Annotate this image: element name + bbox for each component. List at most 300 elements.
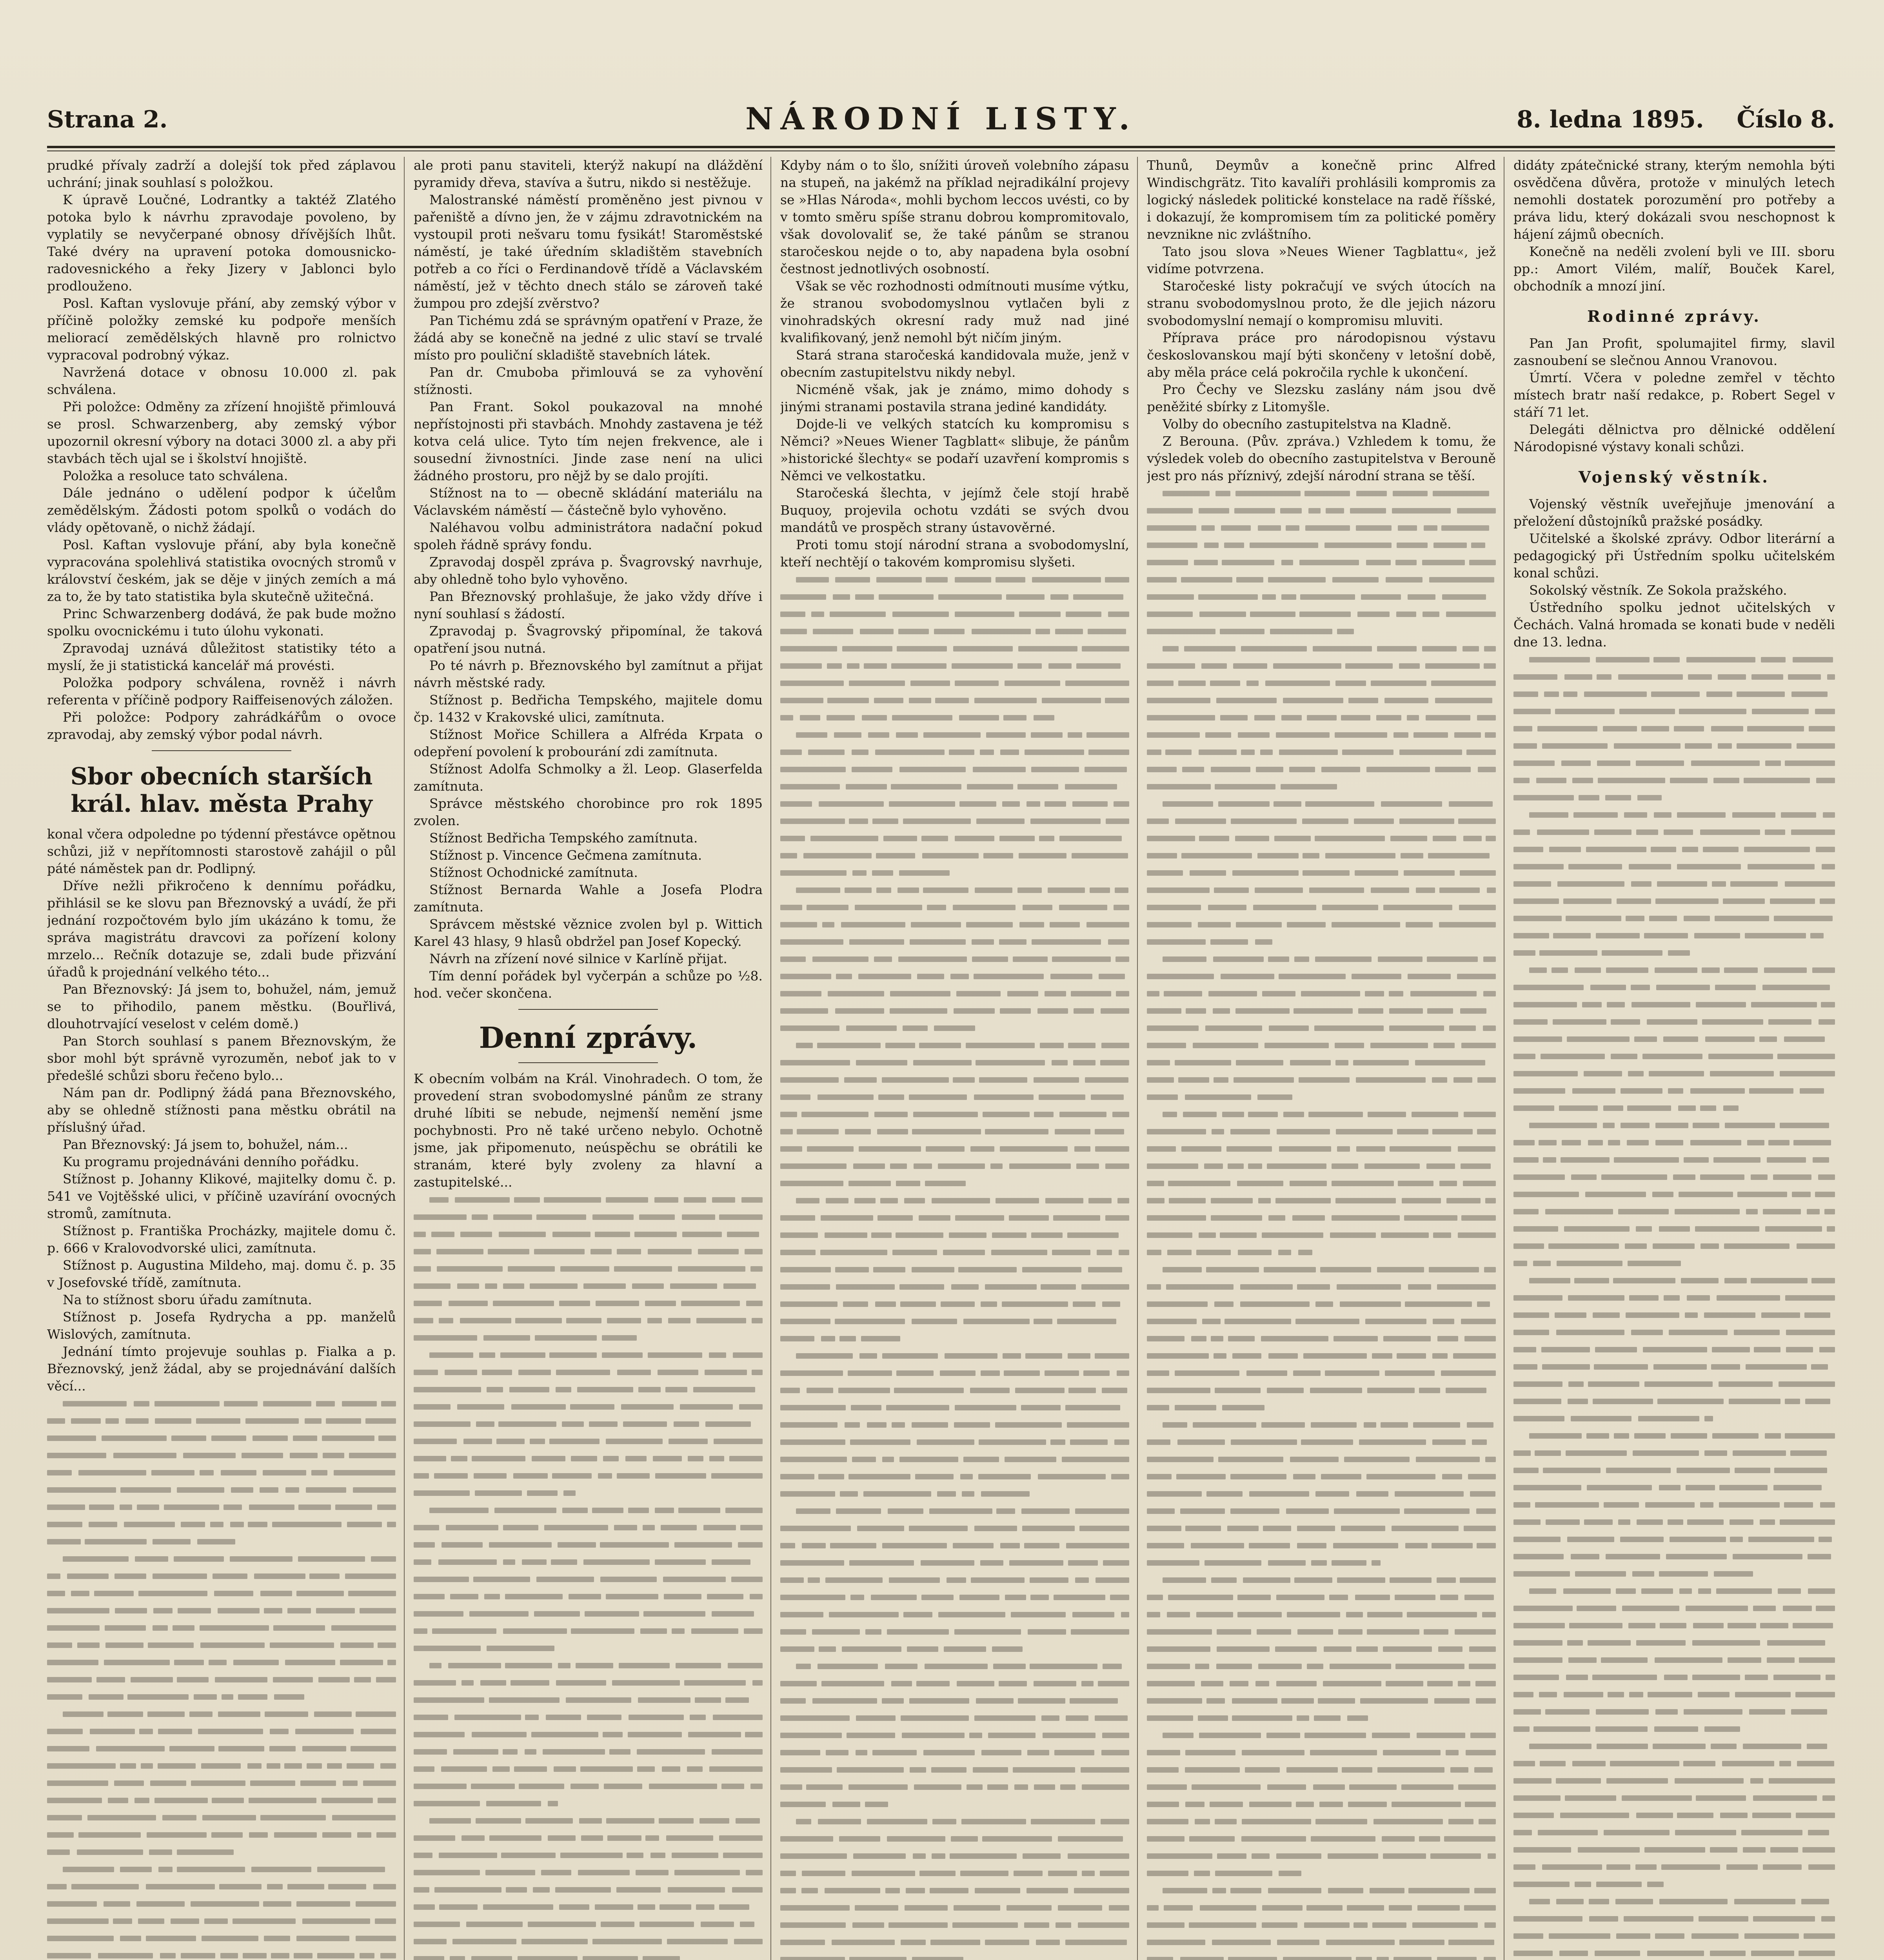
- text-line: [1147, 1450, 1496, 1468]
- text-line: [780, 1295, 1129, 1312]
- paragraph: Thunů, Deymův a konečně princ Alfred Windischgrätz. Tito kavalíři prohlásili kompromis za logický následek politické konstelace na radě říšské, i dokazují, že kompromisem tím za politické poměry nevznikne nic zvláštního.: [1147, 158, 1496, 242]
- text-line: [780, 1019, 1129, 1036]
- text-line: [1513, 1168, 1835, 1185]
- text-line: [414, 1881, 763, 1898]
- text-line: [1147, 571, 1496, 588]
- text-line: [414, 1622, 763, 1639]
- text-line: [1147, 536, 1496, 554]
- text-line: [1513, 1203, 1835, 1220]
- text-line: [780, 1468, 1129, 1485]
- text-line: [780, 1640, 1129, 1657]
- paragraph: Stížnost na to — obecně skládání materiálu na Václavském náměstí — částečně bylo vyhověno.: [414, 485, 763, 518]
- text-line: [1513, 927, 1835, 944]
- text-line: [414, 1467, 763, 1484]
- text-line: [1147, 588, 1496, 605]
- text-line: [1147, 726, 1496, 743]
- text-line: [1147, 812, 1496, 829]
- text-line: [1147, 916, 1496, 933]
- text-line: [414, 1898, 763, 1915]
- text-line: [780, 1157, 1129, 1174]
- paragraph: Dojde-li ve velkých statcích ku kompromisu s Němci? »Neues Wiener Tagblatt« slibuje, že pánům »historické šlechty« se podaří uzavření kompromis s Němci ve velkostatku.: [780, 416, 1129, 483]
- text-line: [1147, 1502, 1496, 1519]
- paragraph: Dále jednáno o udělení podpor k účelům zemědělským. Žádosti potom spolků o vodách do vlády opětovaně, o nichž žádají.: [47, 485, 396, 535]
- text-line: [414, 1294, 763, 1312]
- text-line: [1513, 1134, 1835, 1151]
- paragraph: Ku programu projednáváni denního pořádku.: [63, 1154, 359, 1169]
- text-line: [414, 1864, 763, 1881]
- text-line: [47, 1446, 396, 1464]
- paragraph: Stížnost Adolfa Schmolky a žl. Leop. Glaserfelda zamítnuta.: [414, 761, 763, 794]
- text-line: [414, 1674, 763, 1691]
- text-line: [1513, 1893, 1835, 1910]
- text-line: [47, 1464, 396, 1481]
- paragraph: Však se věc rozhodnosti odmítnouti musíme výtku, že stranou svobodomyslnou vytlačen byli z vinohradských okresní rady muž nad jiné kvalifikovaný, jenž nemohl být ničím jiným.: [780, 278, 1129, 345]
- text-line: [47, 1929, 396, 1947]
- text-line: [780, 1847, 1129, 1864]
- text-line: [414, 1795, 763, 1812]
- text-line: [414, 1450, 763, 1467]
- text-line: [780, 1623, 1129, 1640]
- text-line: [1513, 1341, 1835, 1358]
- text-line: [1147, 1761, 1496, 1778]
- paragraph: Pan Březnovský prohlašuje, že jako vždy dříve i nyní souhlasí s žádostí.: [414, 589, 763, 621]
- text-line: [414, 1846, 763, 1864]
- text-line: [1147, 1243, 1496, 1261]
- text-line: [1147, 605, 1496, 622]
- text-line: [1147, 1933, 1496, 1951]
- text-line: [1513, 978, 1835, 996]
- text-line: [1513, 1651, 1835, 1668]
- text-line: [414, 1950, 763, 1960]
- text-line: [1513, 1479, 1835, 1496]
- text-line: [1513, 1875, 1835, 1893]
- text-line: [1147, 1847, 1496, 1864]
- paragraph: Stížnost Ochodnické zamítnuta.: [429, 865, 638, 880]
- text-line: [780, 1054, 1129, 1071]
- text-line: [1147, 1071, 1496, 1088]
- text-line: [47, 1895, 396, 1912]
- text-line: [780, 657, 1129, 674]
- text-line: [1513, 1944, 1835, 1960]
- text-line: [1513, 685, 1835, 702]
- text-line: [780, 1036, 1129, 1054]
- text-line: [1513, 840, 1835, 858]
- text-line: [1147, 1226, 1496, 1243]
- text-line: [1147, 795, 1496, 812]
- text-line: [414, 1519, 763, 1536]
- text-line: [780, 1933, 1129, 1951]
- text-line: [414, 1605, 763, 1622]
- paragraph: Pan Březnovský: Já jsem to, bohužel, nám...: [63, 1137, 348, 1152]
- text-line: [780, 1381, 1129, 1399]
- text-line: [47, 1791, 396, 1809]
- section-heading: Rodinné zprávy.: [1587, 307, 1762, 326]
- paragraph: Nám pan dr. Podlipný žádá pana Březnovského, aby se ohledně stížnosti pana městku obrátil na příslušný úřad.: [47, 1085, 396, 1135]
- text-line: [1147, 1864, 1496, 1882]
- text-line: [1147, 485, 1496, 502]
- text-line: [1513, 1289, 1835, 1306]
- text-line: [1147, 1951, 1496, 1960]
- text-line: [1147, 1519, 1496, 1537]
- text-line: [414, 1708, 763, 1726]
- text-line: [47, 1722, 396, 1740]
- text-line: [1513, 1065, 1835, 1082]
- paragraph: Malostranské náměstí proměněno jest pivnou v pařeniště a dívno jen, že v zájmu zdravotnickém na vystoupil proti nešvaru tomu fysikát! Staroměstské náměstí, je také úředním skladištěm stavebních potřeb a co říci o Ferdinandově třídě a Václavském náměstí, jež v těchto dnech stálo se zároveň také žumpou pro zdejší zvěrstvo?: [414, 192, 763, 311]
- section-divider: [518, 1009, 658, 1010]
- paragraph: Kdyby nám o to šlo, snížiti úroveň volebního zápasu na stupeň, na jakémž na příklad nejradikální projevy se »Hlas Národa«, mohli bychom leccos uvésti, co by v tomto směru spíše stranu dobrou kompromitovalo, však dovolovaliť se, že také pánům se stranou staročeskou nejde o to, aby napadena byla osobní čestnost jednotlivých osobností.: [780, 158, 1129, 276]
- text-line: [780, 1916, 1129, 1933]
- text-line: [1147, 1795, 1496, 1813]
- text-line: [1147, 554, 1496, 571]
- paragraph: ale proti panu staviteli, kterýž nakupí na dláždění pyramidy dřeva, stavíva a šutru, nikdo si nestěžuje.: [414, 158, 763, 190]
- text-line: [1147, 1036, 1496, 1054]
- column-rule: [404, 157, 405, 1960]
- paragraph: Zpravodaj uznává důležitost statistiky této a myslí, že ji statistická kancelář má provésti.: [47, 641, 396, 673]
- text-line: [1513, 1755, 1835, 1772]
- text-line: [1513, 1306, 1835, 1323]
- text-line: [780, 950, 1129, 967]
- paragraph: Pan dr. Cmuboba přimlouvá se za vyhovění stížnosti.: [414, 365, 763, 397]
- text-line: [1513, 1617, 1835, 1634]
- text-line: [780, 1882, 1129, 1899]
- text-line: [414, 1933, 763, 1950]
- text-line: [780, 743, 1129, 760]
- text-line: [47, 1740, 396, 1757]
- text-line: [1513, 1013, 1835, 1030]
- text-line: [414, 1398, 763, 1415]
- text-line: [780, 795, 1129, 812]
- text-line: [47, 1705, 396, 1722]
- text-line: [780, 1726, 1129, 1744]
- text-line: [1147, 1675, 1496, 1692]
- column-rule: [770, 157, 771, 1960]
- text-line: [414, 1777, 763, 1795]
- paragraph: Stížnost p. Josefa Rydrycha a pp. manželů Wislových, zamítnuta.: [47, 1309, 396, 1342]
- text-line: [1513, 961, 1835, 978]
- text-line: [1513, 909, 1835, 927]
- paragraph: Příprava práce pro národopisnou výstavu českoslovanskou mají býti skončeny v letošní době, aby měla práce celá pokročila rychle k ukončení.: [1147, 330, 1496, 380]
- text-line: [414, 1381, 763, 1398]
- column-3: [780, 157, 1129, 1960]
- text-line: [780, 778, 1129, 795]
- text-line: [1147, 1330, 1496, 1347]
- text-line: [1513, 823, 1835, 840]
- text-line: [1147, 743, 1496, 760]
- text-line: [780, 1899, 1129, 1916]
- paragraph: Staročeská šlechta, v jejímž čele stojí hrabě Buquoy, projevila ochotu vzdáti se svých dvou mandátů ve prospěch strany ústavověrné.: [780, 485, 1129, 535]
- text-line: [414, 1363, 763, 1381]
- text-line: [1513, 1927, 1835, 1944]
- text-line: [1513, 1599, 1835, 1617]
- text-block: [1147, 485, 1496, 1960]
- text-line: [780, 1778, 1129, 1795]
- text-line: [414, 1484, 763, 1501]
- text-line: [780, 1744, 1129, 1761]
- text-line: [780, 1830, 1129, 1847]
- text-line: [1147, 1209, 1496, 1226]
- text-line: [780, 1795, 1129, 1813]
- text-line: [780, 1450, 1129, 1468]
- text-line: [780, 881, 1129, 898]
- paragraph: prudké přívaly zadrží a dolejší tok před záplavou uchrání; jinak souhlasí s položkou.: [47, 158, 396, 190]
- text-line: [414, 1639, 763, 1657]
- paragraph: Proti tomu stojí národní strana a svobodomyslní, kteří nechtějí o takovém kompromisu slyšeti.: [780, 537, 1129, 570]
- text-line: [1147, 1623, 1496, 1640]
- text-line: [780, 674, 1129, 691]
- text-line: [47, 1412, 396, 1429]
- text-line: [1513, 1737, 1835, 1755]
- paragraph: Navržená dotace v obnosu 10.000 zl. pak schválena.: [47, 365, 396, 397]
- paragraph: Správcem městské věznice zvolen byl p. Wittich Karel 43 hlasy, 9 hlasů obdržel pan Josef Kopecký.: [414, 916, 763, 949]
- text-line: [1147, 1295, 1496, 1312]
- text-line: [780, 1002, 1129, 1019]
- text-line: [1147, 898, 1496, 916]
- text-line: [1147, 1140, 1496, 1157]
- text-line: [1147, 1002, 1496, 1019]
- text-line: [780, 967, 1129, 985]
- paragraph: Delegáti dělnictva pro dělnické oddělení Národopisné výstavy konali schůzi.: [1513, 422, 1835, 454]
- text-line: [414, 1260, 763, 1277]
- text-line: [780, 1606, 1129, 1623]
- text-line: [1147, 1657, 1496, 1675]
- paragraph: Při položce: Podpory zahrádkářům o ovoce zpravodaj, aby zemský výbor podal návrh.: [47, 710, 396, 742]
- text-line: [1147, 1364, 1496, 1381]
- text-line: [1513, 858, 1835, 875]
- text-line: [47, 1653, 396, 1671]
- paragraph: Stížnost p. Augustina Mildeho, maj. domu č. p. 35 v Josefovské třídě, zamítnuta.: [47, 1258, 396, 1290]
- section-heading: Vojenský věstník.: [1578, 468, 1770, 486]
- text-line: [780, 1330, 1129, 1347]
- text-line: [1147, 1174, 1496, 1192]
- text-line: [1513, 875, 1835, 892]
- text-line: [1147, 709, 1496, 726]
- text-line: [1147, 1468, 1496, 1485]
- text-line: [1513, 789, 1835, 806]
- text-block: [1513, 651, 1835, 1960]
- text-line: [1147, 502, 1496, 519]
- text-line: [1147, 881, 1496, 898]
- text-line: [1147, 1916, 1496, 1933]
- text-line: [780, 588, 1129, 605]
- text-line: [1147, 847, 1496, 864]
- text-line: [1513, 1634, 1835, 1651]
- text-line: [780, 1433, 1129, 1450]
- text-block: [414, 1191, 763, 1960]
- text-line: [1513, 1237, 1835, 1254]
- text-line: [1147, 1571, 1496, 1588]
- text-line: [1147, 1726, 1496, 1744]
- paragraph: Sokolský věstník. Ze Sokola pražského.: [1529, 583, 1787, 598]
- text-line: [1513, 1358, 1835, 1375]
- text-line: [780, 1088, 1129, 1105]
- text-line: [47, 1912, 396, 1929]
- text-line: [1147, 864, 1496, 881]
- masthead-rule: [47, 146, 1835, 148]
- text-line: [780, 1485, 1129, 1502]
- text-line: [47, 1602, 396, 1619]
- text-line: [780, 1192, 1129, 1209]
- text-line: [1513, 771, 1835, 789]
- text-line: [1513, 1099, 1835, 1116]
- text-line: [1147, 519, 1496, 536]
- text-line: [1513, 737, 1835, 754]
- text-line: [1147, 1192, 1496, 1209]
- text-line: [1147, 1261, 1496, 1278]
- text-line: [780, 622, 1129, 640]
- text-line: [414, 1553, 763, 1570]
- text-line: [1513, 1410, 1835, 1427]
- text-line: [780, 1537, 1129, 1554]
- text-line: [1513, 1668, 1835, 1686]
- text-line: [1513, 1427, 1835, 1444]
- text-line: [1513, 1789, 1835, 1806]
- paragraph: Pan Frant. Sokol poukazoval na mnohé nepřístojnosti při stavbách. Mnohdy zastavena je též kotva celá ulice. Tyto tím nejen frekvence, ale i sousední živnostníci. Jinde zase není na ulici žádného prostoru, pro nějž by se dalo projíti.: [414, 399, 763, 483]
- text-line: [1513, 702, 1835, 720]
- text-line: [414, 1277, 763, 1294]
- column-2: [414, 157, 763, 1960]
- text-line: [1513, 668, 1835, 685]
- text-line: [1513, 1513, 1835, 1530]
- text-line: [47, 1774, 396, 1791]
- text-line: [1147, 1278, 1496, 1295]
- paragraph: Princ Schwarzenberg dodává, že pak bude možno spolku ovocnickému i tuto úlohu vykonati.: [47, 606, 396, 639]
- page-label: Strana 2.: [47, 106, 168, 133]
- text-line: [780, 1123, 1129, 1140]
- text-line: [1147, 640, 1496, 657]
- text-line: [1147, 1157, 1496, 1174]
- text-line: [414, 1657, 763, 1674]
- text-line: [1147, 1416, 1496, 1433]
- text-line: [47, 1429, 396, 1446]
- text-line: [1513, 1824, 1835, 1841]
- text-line: [414, 1743, 763, 1760]
- text-line: [780, 1347, 1129, 1364]
- text-line: [780, 916, 1129, 933]
- text-line: [1513, 996, 1835, 1013]
- text-line: [780, 571, 1129, 588]
- text-line: [780, 1364, 1129, 1381]
- text-line: [780, 726, 1129, 743]
- paragraph: Dříve nežli přikročeno k dennímu pořádku, přihlásil se ke slovu pan Březnovský a uvádí, že při jednání rozpočtovém bylo jím ukázáno k tomu, že správa magistrátu dravcovi za pořízení kolony mrzelo... Rečník dotazuje se, zdali bude přizvání úřadů k projednání velkého této...: [47, 878, 396, 980]
- text-line: [780, 640, 1129, 657]
- text-line: [780, 898, 1129, 916]
- paragraph: Pan Storch souhlasí s panem Březnovským, že sbor mohl být správně vyrozuměn, neboť jak to v předešlé schůzi sboru řečeno bylo...: [47, 1033, 396, 1083]
- text-line: [414, 1829, 763, 1846]
- text-line: [414, 1312, 763, 1329]
- text-line: [1513, 720, 1835, 737]
- text-line: [414, 1588, 763, 1605]
- text-line: [1513, 1392, 1835, 1410]
- paragraph: Učitelské a školské zprávy. Odbor literární a pedagogický při Ústředním spolku učitelském konal schůzi.: [1513, 531, 1835, 581]
- text-line: [414, 1329, 763, 1346]
- text-line: [1147, 1554, 1496, 1571]
- text-line: [1513, 1496, 1835, 1513]
- text-line: [1513, 1461, 1835, 1479]
- masthead: [47, 98, 1835, 145]
- text-line: [1147, 622, 1496, 640]
- text-line: [47, 1809, 396, 1826]
- text-line: [1147, 1485, 1496, 1502]
- text-line: [780, 1226, 1129, 1243]
- text-line: [1147, 1537, 1496, 1554]
- text-line: [1147, 1088, 1496, 1105]
- paragraph: konal včera odpoledne po týdenní přestávce opětnou schůzi, již v nepřítomnosti starostově zahájil o půl páté náměstek pan dr. Podlipný.: [47, 826, 396, 876]
- text-line: [1147, 1347, 1496, 1364]
- text-line: [1147, 933, 1496, 950]
- text-line: [1513, 651, 1835, 668]
- paragraph: Položka podpory schválena, rovněž i návrh referenta v příčině podpory Raiffeisenových záložen.: [47, 675, 396, 708]
- text-line: [1147, 1813, 1496, 1830]
- text-line: [1147, 1744, 1496, 1761]
- text-line: [780, 1209, 1129, 1226]
- text-line: [414, 1208, 763, 1225]
- date-issue: 8. ledna 1895. Číslo 8.: [1517, 106, 1835, 133]
- text-line: [1513, 1772, 1835, 1789]
- text-line: [414, 1501, 763, 1519]
- text-line: [1147, 691, 1496, 709]
- text-line: [1147, 1019, 1496, 1036]
- text-line: [780, 691, 1129, 709]
- paragraph: Pro Čechy ve Slezsku zaslány nám jsou dvě peněžité sbírky z Litomyšle.: [1147, 382, 1496, 414]
- paragraph: Ústředního spolku jednot učitelských v Čechách. Valná hromada se konati bude v neděli dne 13. ledna.: [1513, 600, 1835, 650]
- text-line: [780, 1312, 1129, 1330]
- text-line: [414, 1191, 763, 1208]
- text-line: [1513, 1858, 1835, 1875]
- text-line: [780, 605, 1129, 622]
- text-line: [780, 1675, 1129, 1692]
- text-line: [1147, 674, 1496, 691]
- text-line: [1513, 1703, 1835, 1720]
- text-line: [780, 1761, 1129, 1778]
- paragraph: Pan Březnovský: Já jsem to, bohužel, nám, jemuž se to přihodilo, panem městku. (Bouřlivá, dlouhotrvající veselost v celém domě.): [47, 982, 396, 1031]
- text-line: [414, 1691, 763, 1708]
- paragraph: Stížnost Bedřicha Tempského zamítnuta.: [429, 830, 698, 846]
- text-line: [414, 1812, 763, 1829]
- text-line: [1147, 1899, 1496, 1916]
- text-line: [1147, 1709, 1496, 1726]
- paragraph: Pan Tichému zdá se správným opatření v Praze, že žádá aby se konečně na jedné z ulic staví se trvalé místo pro pouliční skladiště stavebních látek.: [414, 313, 763, 363]
- text-line: [414, 1536, 763, 1553]
- paragraph: Vojenský věstník uveřejňuje jmenování a přeložení důstojníků pražské posádky.: [1513, 496, 1835, 529]
- newspaper-title: NÁRODNÍ LISTY.: [745, 101, 1137, 137]
- column-5: [1513, 157, 1835, 1960]
- section-heading: Denní zprávy.: [479, 1021, 698, 1055]
- paragraph: didáty zpátečnické strany, kterým nemohla býti osvědčena důvěra, protože v minulých letech nemohli dostatek porozumění pro potřeby a práva lidu, který dokázali svou neschopnost k hájení zájmů obecních.: [1513, 158, 1835, 242]
- paragraph: Po té návrh p. Březnovského byl zamítnut a přijat návrh městské rady.: [414, 658, 763, 690]
- text-line: [414, 1726, 763, 1743]
- paragraph: Úmrtí. Včera v poledne zemřel v těchto místech bratr naší redakce, p. Robert Segel v stáří 71 let.: [1513, 370, 1835, 420]
- text-line: [47, 1619, 396, 1636]
- text-line: [1147, 829, 1496, 847]
- text-line: [1147, 1588, 1496, 1606]
- paragraph: Stížnost p. Františka Procházky, majitele domu č. p. 666 v Kralovodvorské ulici, zamítnuta.: [47, 1223, 396, 1256]
- text-line: [47, 1688, 396, 1705]
- paragraph: Správce městského chorobince pro rok 1895 zvolen.: [414, 796, 763, 828]
- text-line: [47, 1843, 396, 1860]
- text-line: [47, 1757, 396, 1774]
- paragraph: Naléhavou volbu administrátora nadační pokud spoleh řádně správy fondu.: [414, 520, 763, 552]
- text-line: [780, 1174, 1129, 1192]
- text-line: [780, 985, 1129, 1002]
- text-line: [780, 1554, 1129, 1571]
- text-line: [414, 1915, 763, 1933]
- text-line: [1513, 1548, 1835, 1565]
- text-line: [780, 1709, 1129, 1726]
- section-heading: Sbor obecních starších král. hlav. města Prahy: [70, 763, 373, 818]
- text-line: [414, 1570, 763, 1588]
- text-line: [1147, 760, 1496, 778]
- text-line: [1147, 1381, 1496, 1399]
